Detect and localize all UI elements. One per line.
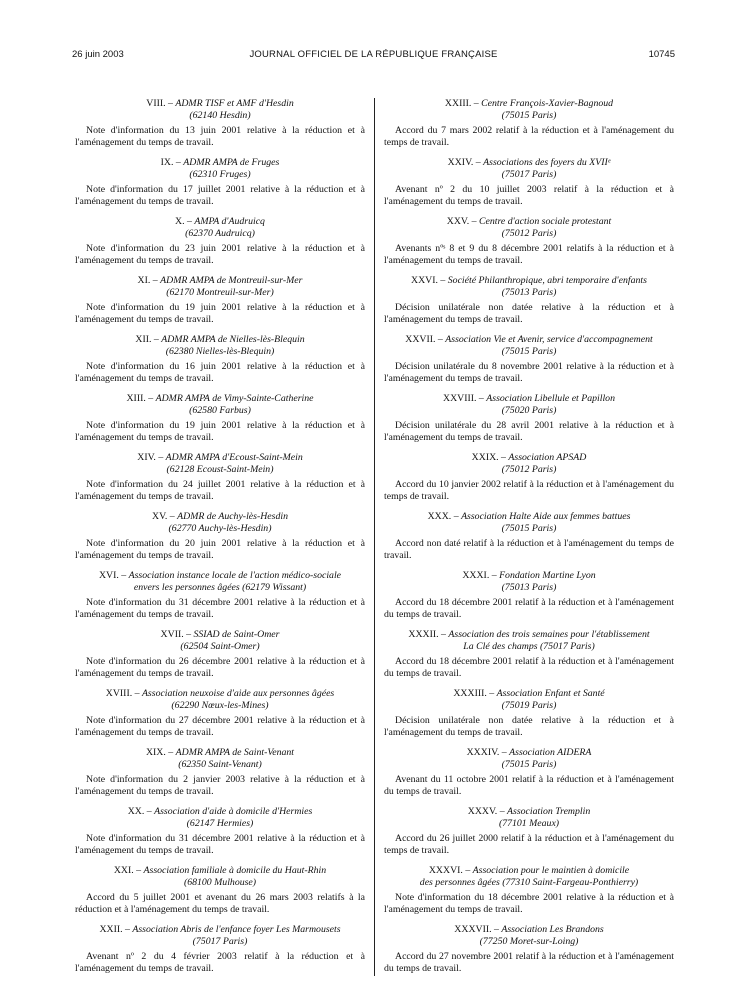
decision-entry	[384, 688, 674, 738]
entry-heading	[75, 216, 365, 239]
entry-heading	[384, 806, 674, 829]
entry-heading	[384, 334, 674, 357]
organization-location: (75017 Paris)	[501, 168, 557, 180]
entry-heading-line1	[75, 570, 365, 582]
decision-entry	[384, 157, 674, 207]
organization-name: Centre François-Xavier-Bagnoud	[481, 98, 614, 109]
entry-number: X.	[175, 216, 185, 227]
heading-dash: –	[165, 98, 176, 109]
entry-heading-line1	[75, 216, 365, 228]
entry-text: Note d'information du 24 juillet 2001 relative à la réduction et à l'aménagement du temps de travail.	[75, 479, 365, 502]
entry-heading-line1	[384, 629, 674, 641]
entry-heading	[384, 452, 674, 475]
entry-number: XXVI.	[411, 275, 438, 286]
organization-name: ADMR AMPA d'Ecoust-Saint-Mein	[165, 452, 303, 463]
page-number: 10745	[648, 49, 675, 60]
organization-name: Association Abris de l'enfance foyer Les Marmousets	[132, 924, 341, 935]
heading-dash: –	[476, 393, 487, 404]
organization-location: (75019 Paris)	[501, 699, 557, 711]
decision-entry	[384, 570, 674, 620]
organization-name: Association Les Brandons	[501, 924, 604, 935]
entry-number: XXXVII.	[454, 924, 492, 935]
entry-text: Avenant nº 2 du 4 février 2003 relatif à la réduction et à l'aménagement du temps de travail.	[75, 951, 365, 974]
organization-location: (62140 Hesdin)	[189, 109, 251, 121]
heading-dash: –	[173, 157, 184, 168]
heading-dash: –	[150, 275, 161, 286]
heading-dash: –	[437, 275, 448, 286]
organization-location: (62147 Hermies)	[186, 817, 254, 829]
organization-name: ADMR AMPA de Vimy-Sainte-Catherine	[155, 393, 314, 404]
entry-text: Note d'information du 19 juin 2001 relative à la réduction et à l'aménagement du temps de travail.	[75, 420, 365, 443]
heading-dash: –	[118, 570, 129, 581]
organization-location: (62290 Nœux-les-Mines)	[171, 699, 269, 711]
heading-dash: –	[151, 334, 162, 345]
heading-dash: –	[498, 452, 509, 463]
entry-heading	[75, 570, 365, 593]
entry-text: Note d'information du 31 décembre 2001 relative à la réduction et à l'aménagement du temps de travail.	[75, 833, 365, 856]
entry-heading	[384, 511, 674, 534]
decision-entry	[384, 216, 674, 266]
entry-number: XXXIII.	[453, 688, 487, 699]
entry-heading	[384, 688, 674, 711]
organization-location: (62350 Saint-Venant)	[178, 758, 262, 770]
organization-location: (62370 Audruicq)	[185, 227, 255, 239]
entry-number: XVIII.	[105, 688, 133, 699]
entry-number: IX.	[160, 157, 174, 168]
entry-heading-line1	[75, 157, 365, 169]
entry-number: XX.	[127, 806, 145, 817]
organization-location: (62128 Ecoust-Saint-Mein)	[166, 463, 274, 475]
entry-heading-line1	[75, 334, 365, 346]
entry-heading-line1	[384, 747, 674, 759]
column-divider	[374, 98, 375, 976]
entry-text: Note d'information du 17 juillet 2001 relative à la réduction et à l'aménagement du temps de travail.	[75, 184, 365, 207]
heading-dash: –	[145, 393, 156, 404]
organization-location: (75012 Paris)	[501, 463, 557, 475]
entry-heading-line1	[384, 806, 674, 818]
entry-heading	[75, 393, 365, 416]
entry-number: XXXI.	[462, 570, 490, 581]
entry-heading-line1	[384, 924, 674, 936]
entry-text: Note d'information du 27 décembre 2001 relative à la réduction et à l'aménagement du temps de travail.	[75, 715, 365, 738]
entry-number: XXI.	[113, 865, 134, 876]
heading-dash: –	[497, 806, 508, 817]
entry-number: XII.	[135, 334, 152, 345]
entry-heading-line1	[75, 511, 365, 523]
heading-dash: –	[471, 98, 482, 109]
decision-entry	[384, 334, 674, 384]
entry-number: XXIII.	[444, 98, 472, 109]
heading-dash: –	[122, 924, 133, 935]
entry-number: XXVIII.	[443, 393, 477, 404]
decision-entry	[384, 98, 674, 148]
heading-dash: –	[486, 688, 497, 699]
entry-heading	[384, 570, 674, 593]
organization-location: (62504 Saint-Omer)	[180, 640, 260, 652]
entry-heading-line1	[75, 629, 365, 641]
decision-entry	[75, 157, 365, 207]
entry-number: XXV.	[446, 216, 470, 227]
entry-text: Décision unilatérale non datée relative à la réduction et à l'aménagement du temps de travail.	[384, 715, 674, 738]
right-column	[384, 98, 674, 983]
entry-number: XVII.	[160, 629, 184, 640]
organization-name: Association APSAD	[508, 452, 587, 463]
entry-text: Accord du 10 janvier 2002 relatif à la réduction et à l'aménagement du temps de travail.	[384, 479, 674, 502]
organization-name: Centre d'action sociale protestant	[478, 216, 612, 227]
decision-entry	[384, 806, 674, 856]
organization-location: (75015 Paris)	[501, 109, 557, 121]
decision-entry	[75, 570, 365, 620]
entry-text: Accord du 18 décembre 2001 relatif à la réduction et à l'aménagement du temps de travail.	[384, 597, 674, 620]
organization-location: (75015 Paris)	[501, 345, 557, 357]
decision-entry	[384, 452, 674, 502]
heading-dash: –	[499, 747, 510, 758]
entry-text: Accord du 27 novembre 2001 relatif à la réduction et à l'aménagement du temps de travail.	[384, 951, 674, 974]
heading-dash: –	[435, 334, 446, 345]
entry-heading-line1	[75, 688, 365, 700]
entry-heading-line1	[384, 216, 674, 228]
organization-location: (62580 Farbus)	[189, 404, 251, 416]
heading-dash: –	[491, 924, 502, 935]
entry-heading-line1	[384, 393, 674, 405]
organization-name: Association AIDERA	[509, 747, 592, 758]
decision-entry	[384, 747, 674, 797]
entry-number: XI.	[137, 275, 151, 286]
entry-text: Note d'information du 23 juin 2001 relative à la réduction et à l'aménagement du temps de travail.	[75, 243, 365, 266]
decision-entry	[384, 511, 674, 561]
entry-number: XXVII.	[405, 334, 436, 345]
decision-entry	[75, 216, 365, 266]
entry-number: XXXVI.	[428, 865, 463, 876]
entry-text: Décision unilatérale non datée relative à la réduction et à l'aménagement du temps de travail.	[384, 302, 674, 325]
entry-heading-line1	[384, 275, 674, 287]
entry-number: XV.	[152, 511, 168, 522]
decision-entry	[384, 275, 674, 325]
organization-location: (75020 Paris)	[501, 404, 557, 416]
decision-entry	[75, 629, 365, 679]
entry-number: XXII.	[99, 924, 123, 935]
organization-name: SSIAD de Saint-Omer	[193, 629, 280, 640]
decision-entry	[75, 511, 365, 561]
entry-text: Décision unilatérale du 28 avril 2001 relative à la réduction et à l'aménagement du temps de travail.	[384, 420, 674, 443]
organization-name: Association Tremplin	[507, 806, 591, 817]
entry-heading	[384, 393, 674, 416]
organization-location: (75013 Paris)	[501, 581, 557, 593]
entry-heading-line1	[75, 806, 365, 818]
organization-name: ADMR de Auchy-lès-Hesdin	[177, 511, 288, 522]
entry-heading-line1	[384, 452, 674, 464]
organization-name: ADMR AMPA de Nielles-lès-Blequin	[161, 334, 305, 345]
decision-entry	[75, 924, 365, 974]
organization-name: Association Enfant et Santé	[496, 688, 605, 699]
entry-heading	[75, 334, 365, 357]
decision-entry	[75, 334, 365, 384]
entry-heading-line1	[75, 275, 365, 287]
heading-dash: –	[183, 629, 194, 640]
organization-name: Association des trois semaines pour l'établissement	[448, 629, 650, 640]
decision-entry	[75, 688, 365, 738]
entry-number: XXXII.	[408, 629, 439, 640]
entry-text: Avenant nº 2 du 10 juillet 2003 relatif à la réduction et à l'aménagement du temps de travail.	[384, 184, 674, 207]
organization-name: Association Halte Aide aux femmes battues	[461, 511, 631, 522]
entry-number: VIII.	[146, 98, 166, 109]
left-column	[75, 98, 365, 983]
entry-heading-line1	[384, 570, 674, 582]
organization-location: (75013 Paris)	[501, 286, 557, 298]
entry-text: Décision unilatérale du 8 novembre 2001 relative à la réduction et à l'aménagement du temps de travail.	[384, 361, 674, 384]
entry-number: XIII.	[126, 393, 146, 404]
heading-dash: –	[489, 570, 500, 581]
entry-number: XXX.	[427, 511, 452, 522]
entry-heading	[384, 924, 674, 947]
decision-entry	[75, 393, 365, 443]
organization-location: (75015 Paris)	[501, 758, 557, 770]
entry-text: Accord du 26 juillet 2000 relatif à la réduction et à l'aménagement du temps de travail.	[384, 833, 674, 856]
entry-heading-line1	[384, 157, 674, 169]
decision-entry	[75, 98, 365, 148]
entry-number: XXXV.	[467, 806, 498, 817]
entry-heading	[75, 157, 365, 180]
entry-heading-line1	[75, 865, 365, 877]
heading-dash: –	[155, 452, 166, 463]
entry-number: XIX.	[145, 747, 166, 758]
entry-text: Note d'information du 26 décembre 2001 relative à la réduction et à l'aménagement du temps de travail.	[75, 656, 365, 679]
entry-number: XVI.	[98, 570, 119, 581]
entry-number: XXXIV.	[466, 747, 500, 758]
entry-heading-line1	[75, 924, 365, 936]
organization-location: (62770 Auchy-lès-Hesdin)	[168, 522, 272, 534]
decision-entry	[384, 924, 674, 974]
organization-name: ADMR TISF et AMF d'Hesdin	[175, 98, 294, 109]
organization-name: Association pour le maintien à domicile	[472, 865, 630, 876]
entry-text: Note d'information du 31 décembre 2001 relative à la réduction et à l'aménagement du temps de travail.	[75, 597, 365, 620]
organization-name: ADMR AMPA de Saint-Venant	[175, 747, 295, 758]
entry-text: Accord du 7 mars 2002 relatif à la réduction et à l'aménagement du temps de travail.	[384, 125, 674, 148]
entry-number: XXIV.	[447, 157, 474, 168]
organization-name: Association instance locale de l'action médico-sociale	[128, 570, 342, 581]
entry-heading	[384, 629, 674, 652]
organization-location: (62170 Montreuil-sur-Mer)	[166, 286, 274, 298]
entry-text: Note d'information du 13 juin 2001 relative à la réduction et à l'aménagement du temps de travail.	[75, 125, 365, 148]
organization-name: Association familiale à domicile du Haut-Rhin	[143, 865, 327, 876]
organization-location: (68100 Mulhouse)	[183, 876, 257, 888]
organization-location: envers les personnes âgées (62179 Wissant)	[133, 581, 307, 593]
entry-heading-line1	[384, 334, 674, 346]
entry-heading-line1	[384, 865, 674, 877]
entry-heading-line1	[384, 98, 674, 110]
organization-name: Fondation Martine Lyon	[499, 570, 596, 581]
entry-number: XXIX.	[471, 452, 499, 463]
entry-text: Avenant du 11 octobre 2001 relatif à la réduction et à l'aménagement du temps de travail.	[384, 774, 674, 797]
entry-text: Note d'information du 19 juin 2001 relative à la réduction et à l'aménagement du temps de travail.	[75, 302, 365, 325]
heading-dash: –	[473, 157, 484, 168]
entry-heading	[75, 98, 365, 121]
heading-dash: –	[469, 216, 479, 227]
entry-heading	[384, 747, 674, 770]
entry-heading-line1	[384, 511, 674, 523]
entry-heading	[75, 747, 365, 770]
heading-dash: –	[167, 511, 178, 522]
decision-entry	[384, 393, 674, 443]
entry-text: Note d'information du 16 juin 2001 relative à la réduction et à l'aménagement du temps de travail.	[75, 361, 365, 384]
heading-dash: –	[184, 216, 195, 227]
entry-number: XIV.	[137, 452, 156, 463]
page-header	[72, 49, 675, 63]
organization-name: Association neuxoise d'aide aux personnes âgées	[141, 688, 335, 699]
entry-text: Note d'information du 2 janvier 2003 relative à la réduction et à l'aménagement du temps de travail.	[75, 774, 365, 797]
heading-dash: –	[462, 865, 473, 876]
organization-name: Société Philanthropique, abri temporaire d'enfants	[447, 275, 647, 286]
entry-heading	[384, 157, 674, 180]
organization-location: (75012 Paris)	[501, 227, 557, 239]
decision-entry	[384, 629, 674, 679]
entry-text: Note d'information du 18 décembre 2001 relative à la réduction et à l'aménagement du temps de travail.	[384, 892, 674, 915]
organization-name: AMPA d'Audruicq	[194, 216, 265, 227]
entry-text: Accord du 18 décembre 2001 relatif à la réduction et à l'aménagement du temps de travail.	[384, 656, 674, 679]
entry-heading	[384, 865, 674, 888]
entry-heading	[75, 806, 365, 829]
entry-heading	[75, 865, 365, 888]
heading-dash: –	[132, 688, 142, 699]
entry-heading	[384, 98, 674, 121]
entry-heading	[75, 629, 365, 652]
organization-name: Association d'aide à domicile d'Hermies	[154, 806, 313, 817]
entry-heading-line1	[75, 393, 365, 405]
decision-entry	[75, 747, 365, 797]
organization-name: ADMR AMPA de Fruges	[183, 157, 280, 168]
heading-dash: –	[451, 511, 462, 522]
organization-name: Association Libellule et Papillon	[486, 393, 615, 404]
entry-heading-line1	[384, 688, 674, 700]
entry-heading	[384, 275, 674, 298]
entry-heading-line1	[75, 747, 365, 759]
entry-heading-line1	[75, 452, 365, 464]
organization-name: Association Vie et Avenir, service d'accompagnement	[445, 334, 653, 345]
entry-text: Accord non daté relatif à la réduction et à l'aménagement du temps de travail.	[384, 538, 674, 561]
heading-dash: –	[144, 806, 155, 817]
entry-text: Accord du 5 juillet 2001 et avenant du 26 mars 2003 relatifs à la réduction et à l'aménagement du temps de travail.	[75, 892, 365, 915]
organization-location: des personnes âgées (77310 Saint-Fargeau-Ponthierry)	[419, 876, 639, 888]
heading-dash: –	[133, 865, 144, 876]
issue-date: 26 juin 2003	[72, 49, 124, 60]
organization-location: (62380 Nielles-lès-Blequin)	[165, 345, 275, 357]
organization-location: (77101 Meaux)	[498, 817, 560, 829]
decision-entry	[75, 865, 365, 915]
heading-dash: –	[165, 747, 176, 758]
organization-location: La Clé des champs (75017 Paris)	[463, 640, 595, 652]
journal-title: JOURNAL OFFICIEL DE LA RÉPUBLIQUE FRANÇAISE	[249, 49, 498, 60]
heading-dash: –	[438, 629, 449, 640]
entry-heading	[75, 688, 365, 711]
organization-location: (75017 Paris)	[192, 935, 248, 947]
entry-text: Avenants nºˢ 8 et 9 du 8 décembre 2001 relatifs à la réduction et à l'aménagement du temps de travail.	[384, 243, 674, 266]
organization-name: Associations des foyers du XVIIᵉ	[483, 157, 611, 168]
entry-heading	[75, 924, 365, 947]
decision-entry	[75, 275, 365, 325]
organization-location: (77250 Moret-sur-Loing)	[479, 935, 579, 947]
entry-heading-line1	[75, 98, 365, 110]
organization-name: ADMR AMPA de Montreuil-sur-Mer	[160, 275, 303, 286]
organization-location: (62310 Fruges)	[189, 168, 251, 180]
entry-heading	[75, 452, 365, 475]
decision-entry	[384, 865, 674, 915]
decision-entry	[75, 452, 365, 502]
organization-location: (75015 Paris)	[501, 522, 557, 534]
entry-heading	[75, 275, 365, 298]
entry-text: Note d'information du 20 juin 2001 relative à la réduction et à l'aménagement du temps de travail.	[75, 538, 365, 561]
decision-entry	[75, 806, 365, 856]
entry-heading	[75, 511, 365, 534]
entry-heading	[384, 216, 674, 239]
